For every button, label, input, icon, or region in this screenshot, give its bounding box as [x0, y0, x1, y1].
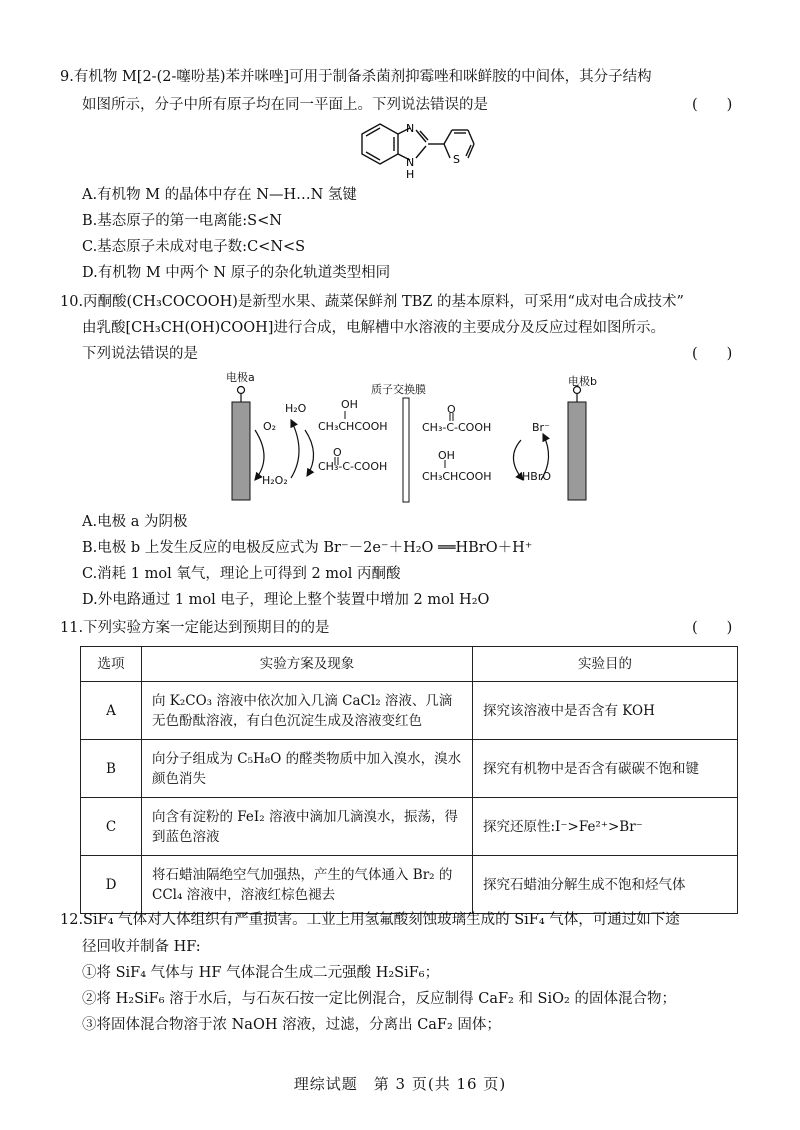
q10-option-b: B.电极 b 上发生反应的电极反应式为 Br⁻－2e⁻＋H₂O ══HBrO＋H⁺: [82, 540, 533, 556]
q9-option-a: A.有机物 M 的晶体中存在 N—H…N 氢键: [82, 187, 357, 203]
pyruvic-acid-left: CH₃-C-COOH: [318, 460, 388, 473]
q10-answer-bracket: ( ): [692, 346, 733, 362]
row-goal: 探究石蜡油分解生成不饱和烃气体: [473, 856, 738, 914]
q9-molecule-structure: [340, 118, 500, 184]
electrode-a: [232, 402, 250, 500]
membrane-label: 质子交换膜: [371, 383, 426, 396]
o2-label: O₂: [263, 420, 277, 433]
table-row: [81, 740, 738, 798]
row-option: B: [81, 740, 142, 798]
row-option: A: [81, 682, 142, 740]
q9-option-b: B.基态原子的第一电离能:S<N: [82, 213, 282, 229]
row-goal: 探究还原性:I⁻>Fe²⁺>Br⁻: [473, 798, 738, 856]
q9-stem-line2: 如图所示，分子中所有原子均在同一平面上。下列说法错误的是: [82, 97, 488, 113]
q12-stem-line1: 12.SiF₄ 气体对人体组织有严重损害。工业上用氢氟酸刻蚀玻璃生成的 SiF₄ 气体，可通过如下途: [60, 912, 680, 928]
q12-step-1: ①将 SiF₄ 气体与 HF 气体混合生成二元强酸 H₂SiF₆；: [82, 965, 440, 981]
table-row: [81, 856, 738, 914]
row-option: D: [81, 856, 142, 914]
row-goal: 探究该溶液中是否含有 KOH: [473, 682, 738, 740]
q9-stem-line1: 9.有机物 M[2-(2-噻吩基)苯并咪唑]可用于制备杀菌剂抑霉唑和咪鲜胺的中间体，其分子结构: [60, 69, 652, 85]
header-goal: 实验目的: [473, 647, 738, 682]
lactic-acid-right: CH₃CHCOOH: [422, 470, 492, 483]
q9-answer-bracket: ( ): [692, 97, 733, 113]
oh-label-right: OH: [438, 449, 455, 462]
q11-experiment-table: [80, 646, 738, 914]
table-header-row: [81, 647, 738, 682]
q10-option-c: C.消耗 1 mol 氧气，理论上可得到 2 mol 丙酮酸: [82, 566, 401, 582]
proton-exchange-membrane: [403, 398, 409, 502]
electrode-a-label: 电极a: [226, 371, 255, 384]
oh-label-left: OH: [341, 398, 358, 411]
table-row: [81, 682, 738, 740]
q10-option-d: D.外电路通过 1 mol 电子，理论上整个装置中增加 2 mol H₂O: [82, 592, 490, 608]
hbro-label: HBrO: [522, 470, 551, 483]
q10-stem-line3: 下列说法错误的是: [82, 346, 198, 362]
row-plan: 向分子组成为 C₅H₈O 的醛类物质中加入溴水，溴水颜色消失: [142, 740, 473, 798]
electrode-b: [568, 402, 586, 500]
q10-stem-line2: 由乳酸[CH₃CH(OH)COOH]进行合成，电解槽中水溶液的主要成分及反应过程如图所示。: [82, 320, 665, 336]
q9-label-n-top: N: [406, 122, 415, 135]
pyruvic-acid-right: CH₃-C-COOH: [422, 421, 492, 434]
h2o-label: H₂O: [285, 402, 307, 415]
q9-option-c: C.基态原子未成对电子数:C<N<S: [82, 239, 306, 255]
lactic-acid-left: CH₃CHCOOH: [318, 420, 388, 433]
q12-step-2: ②将 H₂SiF₆ 溶于水后，与石灰石按一定比例混合，反应制得 CaF₂ 和 SiO₂ 的固体混合物；: [82, 991, 676, 1007]
h2o2-label: H₂O₂: [262, 474, 288, 487]
row-goal: 探究有机物中是否含有碳碳不饱和键: [473, 740, 738, 798]
q12-stem-line2: 径回收并制备 HF:: [82, 939, 201, 955]
q11-stem: 11.下列实验方案一定能达到预期目的的是: [60, 620, 330, 636]
header-plan: 实验方案及现象: [142, 647, 473, 682]
carbonyl-o-right: O: [447, 403, 456, 416]
q9-label-s: S: [453, 153, 460, 166]
row-option: C: [81, 798, 142, 856]
q10-option-a: A.电极 a 为阴极: [82, 514, 188, 530]
bromide-label: Br⁻: [532, 421, 550, 434]
row-plan: 将石蜡油隔绝空气加强热，产生的气体通入 Br₂ 的 CCl₄ 溶液中，溶液红棕色褪去: [142, 856, 473, 914]
q9-label-nh: N: [406, 156, 415, 169]
page-footer: 理综试题 第 3 页(共 16 页): [293, 1075, 507, 1093]
electrode-a-terminal: [238, 387, 245, 394]
q12-step-3: ③将固体混合物溶于浓 NaOH 溶液，过滤，分离出 CaF₂ 固体；: [82, 1017, 501, 1033]
table-row: [81, 798, 738, 856]
carbonyl-o-left: O: [333, 446, 342, 459]
q10-stem-line1: 10.丙酮酸(CH₃COCOOH)是新型水果、蔬菜保鲜剂 TBZ 的基本原料，可采用“成对电合成技术”: [60, 294, 684, 310]
q11-answer-bracket: ( ): [692, 620, 733, 636]
q9-option-d: D.有机物 M 中两个 N 原子的杂化轨道类型相同: [82, 265, 391, 281]
header-option: 选项: [81, 647, 142, 682]
row-plan: 向 K₂CO₃ 溶液中依次加入几滴 CaCl₂ 溶液、几滴无色酚酞溶液，有白色沉淀生成及溶液变红色: [142, 682, 473, 740]
q9-label-h: H: [406, 168, 415, 181]
row-plan: 向含有淀粉的 FeI₂ 溶液中滴加几滴溴水，振荡，得到蓝色溶液: [142, 798, 473, 856]
electrode-b-label: 电极b: [568, 375, 597, 388]
